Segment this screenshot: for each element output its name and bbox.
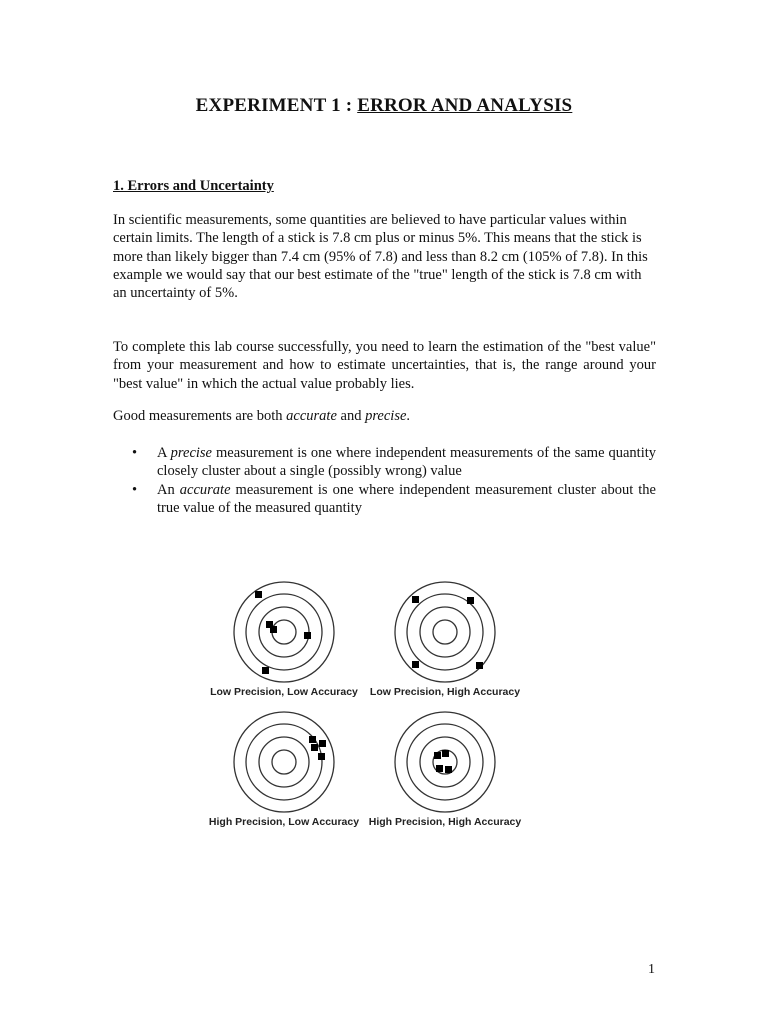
target-low-precision-high-accuracy: [370, 582, 520, 698]
hit-marker: [304, 632, 311, 639]
page-number: 1: [648, 962, 655, 977]
target-caption: Low Precision, Low Accuracy: [210, 686, 358, 698]
hit-marker: [255, 591, 262, 598]
target-caption: High Precision, Low Accuracy: [208, 816, 360, 828]
hit-marker: [412, 596, 419, 603]
target-high-precision-high-accuracy: [369, 712, 522, 828]
hit-marker: [319, 740, 326, 747]
hit-marker: [412, 661, 419, 668]
accurate-term: accurate: [286, 408, 337, 424]
paragraph-3-before: Good measurements are both: [113, 408, 287, 424]
target-caption: Low Precision, High Accuracy: [369, 686, 521, 698]
paragraph-1: In scientific measurements, some quantities are believed to have particular values within certain limits. The length of a stick is 7.8 cm plus or minus 5%. This means that the stick is more than likely bigger than 7.4 cm (95% of 7.8) and less than 8.2 cm (105% of 7.8). In this example we would say that our best estimate of the "true" length of the stick is 7.8 cm with an uncertainty of 5%.: [113, 212, 648, 302]
hit-marker: [309, 736, 316, 743]
paragraph-2: To complete this lab course successfully, you need to learn the estimation of the "best value" from your measurement and how to estimate uncertainties, that is, the range around your "best value" in which the actual value probably lies.: [113, 339, 656, 392]
target-low-precision-low-accuracy: [210, 582, 358, 698]
definition-list: [113, 444, 656, 517]
target-high-precision-low-accuracy: [209, 712, 359, 828]
page-title: [0, 95, 768, 117]
hit-marker: [476, 662, 483, 669]
hit-marker: [436, 765, 443, 772]
section-heading: 1. Errors and Uncertainty: [113, 178, 274, 194]
hit-marker: [262, 667, 269, 674]
precision-accuracy-figure: [200, 540, 560, 845]
target-caption: High Precision, High Accuracy: [368, 816, 522, 828]
hit-marker: [434, 752, 441, 759]
paragraph-3-middle: and: [336, 408, 366, 424]
paragraph-3-after: .: [406, 408, 411, 424]
hit-marker: [311, 744, 318, 751]
hit-marker: [445, 766, 452, 773]
bullet-icon: •: [132, 481, 138, 498]
targets-illustration: [200, 540, 560, 845]
hit-marker: [318, 753, 325, 760]
hit-marker: [270, 626, 277, 633]
bullet-term: precise: [170, 445, 212, 461]
bullet-icon: •: [132, 445, 138, 461]
paragraph-3: [113, 407, 656, 425]
precise-term: precise: [365, 408, 407, 424]
title-main: ERROR AND ANALYSIS: [357, 95, 573, 116]
list-item: • A precise measurement is one where independent measurements of the same quantity closely cluster about a single (possibly wrong) value: [132, 445, 657, 480]
title-prefix: EXPERIMENT 1 :: [195, 95, 353, 116]
bullet-term: accurate: [179, 481, 231, 498]
hit-marker: [467, 597, 474, 604]
list-item: • An accurate measurement is one where independent measurement cluster about the true value of the measured quantity: [132, 481, 656, 516]
hit-marker: [442, 750, 449, 757]
